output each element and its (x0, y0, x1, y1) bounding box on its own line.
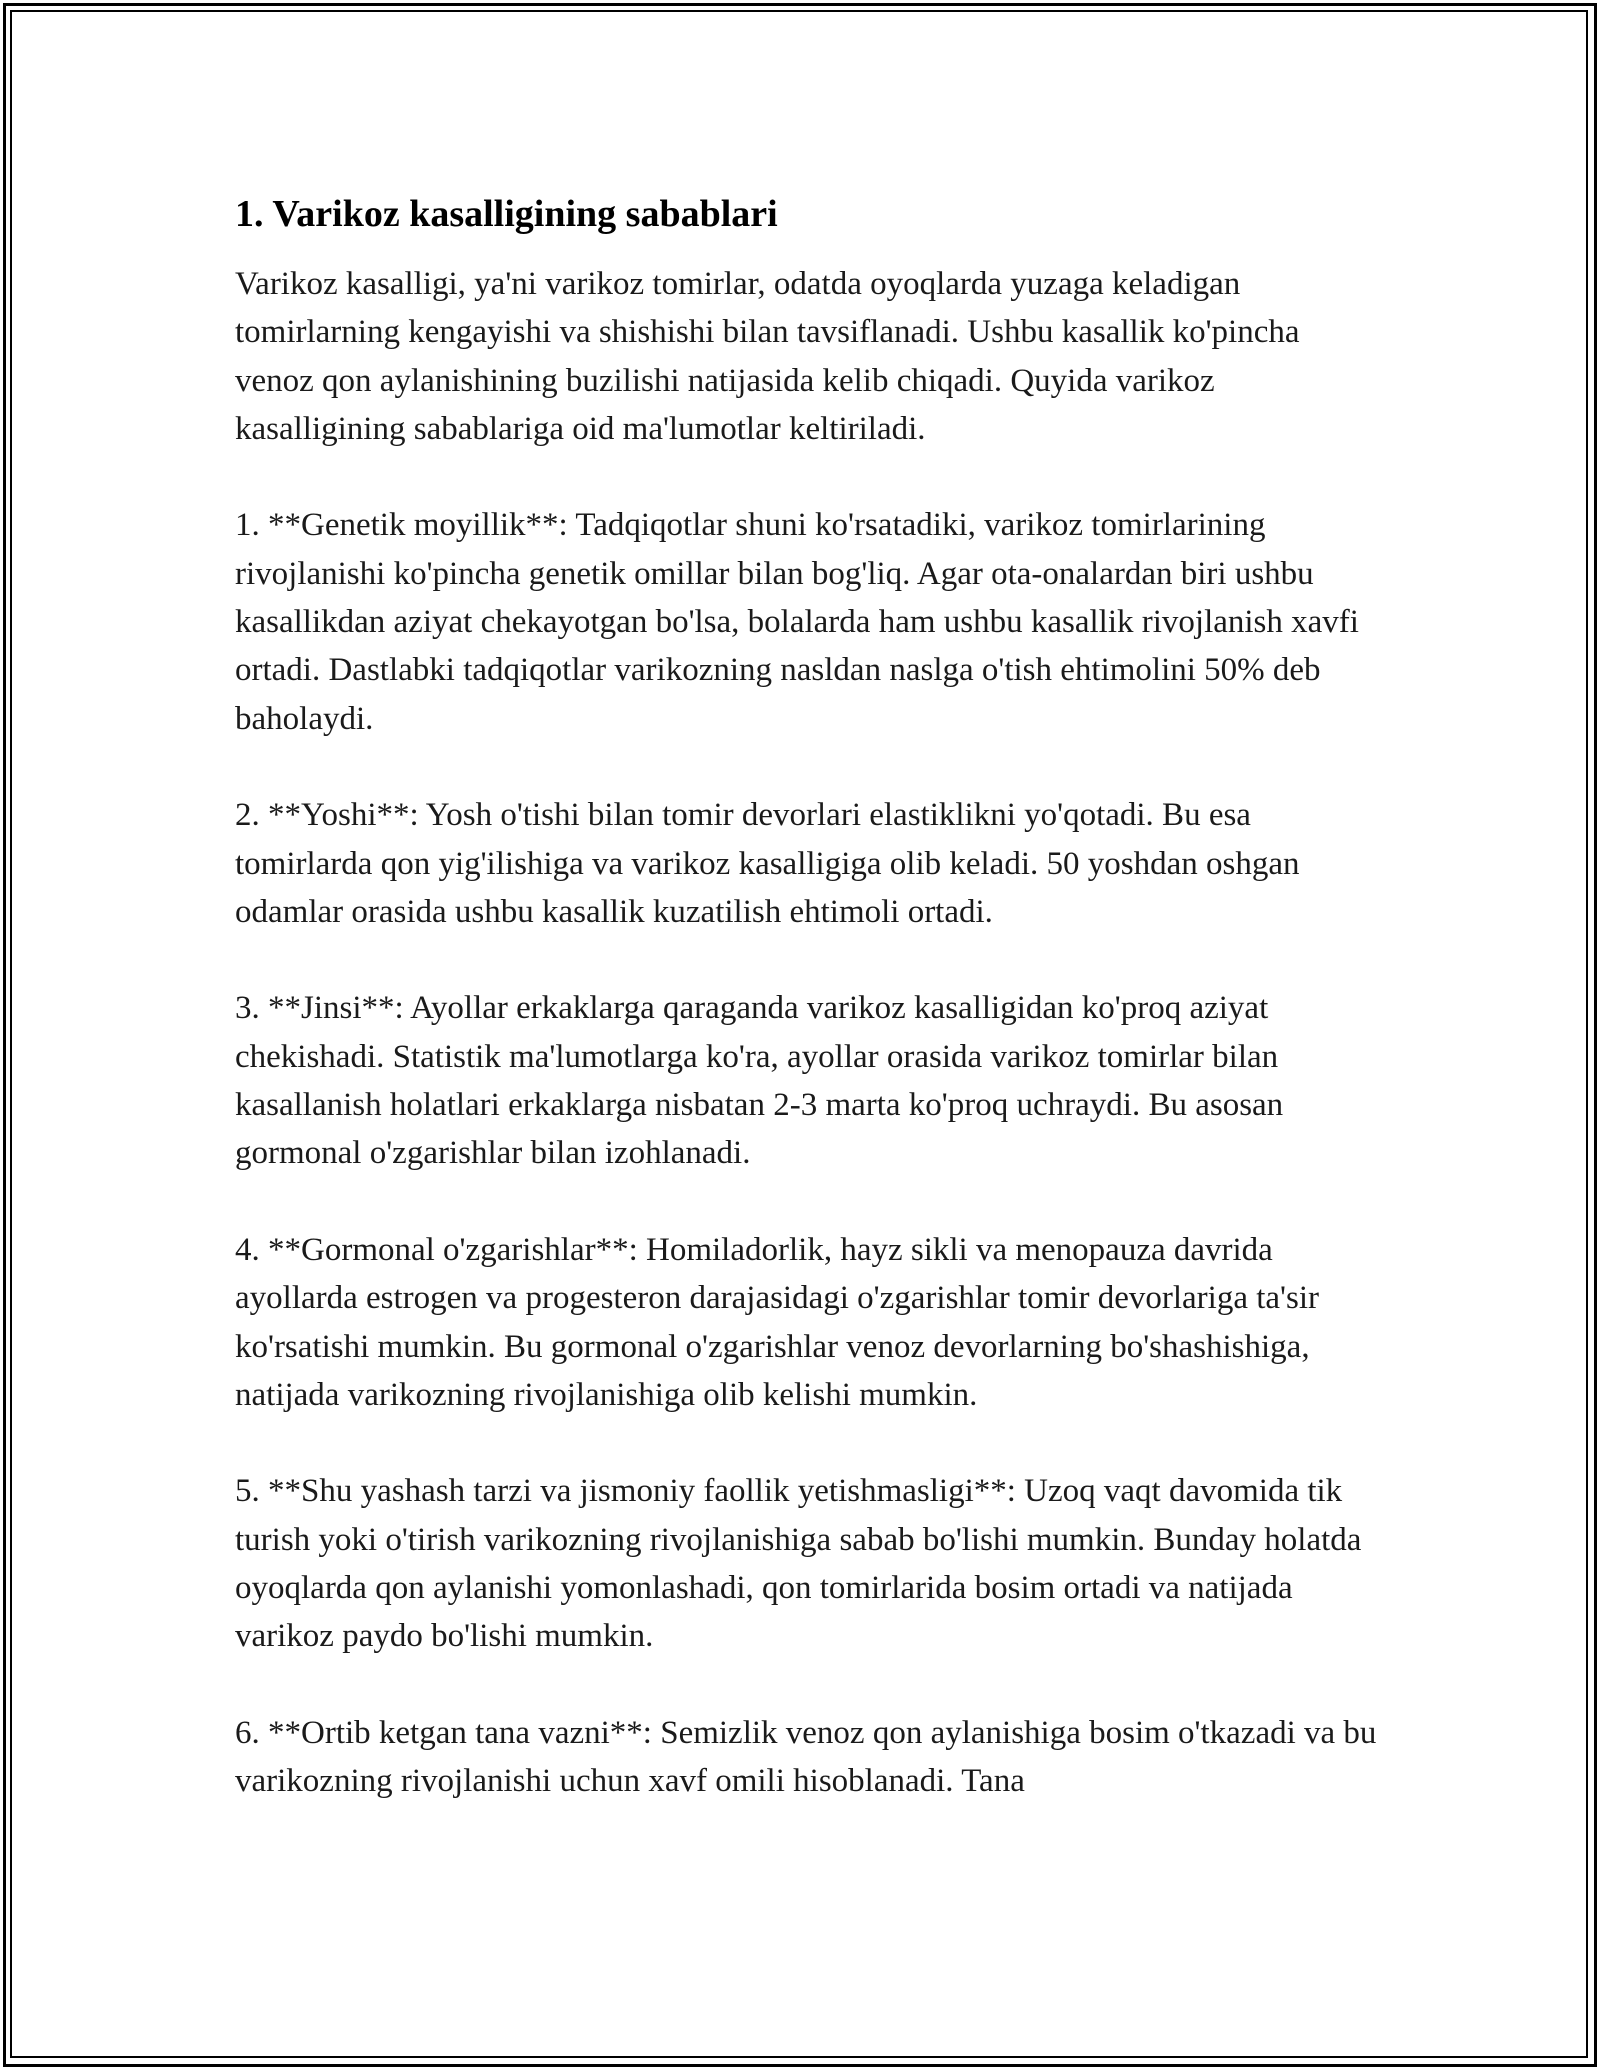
paragraph-genetic: 1. **Genetik moyillik**: Tadqiqotlar shuni ko'rsatadiki, varikoz tomirlarining rivojlanishi ko'pincha genetik omillar bilan bog'liq. Agar ota-onalardan biri ushbu kasallikdan aziyat chekayotgan bo'lsa, bolalarda ham ushbu kasallik rivojlanish xavfi ortadi. Dastlabki tadqiqotlar varikozning nasldan naslga o'tish ehtimolini 50% deb baholaydi. (235, 507, 1359, 737)
paragraph-gender: 3. **Jinsi**: Ayollar erkaklarga qaraganda varikoz kasalligidan ko'proq aziyat chekishadi. Statistik ma'lumotlarga ko'ra, ayollar orasida varikoz tomirlar bilan kasallanish holatlari erkaklarga nisbatan 2-3 marta ko'proq uchraydi. Bu asosan gormonal o'zgarishlar bilan izohlanadi. (235, 990, 1284, 1172)
paragraph-hormonal: 4. **Gormonal o'zgarishlar**: Homiladorlik, hayz sikli va menopauza davrida ayollarda estrogen va progesteron darajasidagi o'zgarishlar tomir devorlariga ta'sir ko'rsatishi mumkin. Bu gormonal o'zgarishlar venoz devorlarning bo'shashishiga, natijada varikozning rivojlanishiga olib kelishi mumkin. (235, 1231, 1319, 1413)
document-body (235, 186, 1385, 1854)
paragraph-lifestyle: 5. **Shu yashash tarzi va jismoniy faollik yetishmasligi**: Uzoq vaqt davomida tik turish yoki o'tirish varikozning rivojlanishiga sabab bo'lishi mumkin. Bunday holatda oyoqlarda qon aylanishi yomonlashadi, qon tomirlarida bosim ortadi va natijada varikoz paydo bo'lishi mumkin. (235, 1473, 1362, 1655)
paragraph-weight: 6. **Ortib ketgan tana vazni**: Semizlik venoz qon aylanishiga bosim o'tkazadi va bu varikozning rivojlanishi uchun xavf omili hisoblanadi. Tana (235, 1714, 1377, 1800)
paragraph-intro: Varikoz kasalligi, ya'ni varikoz tomirlar, odatda oyoqlarda yuzaga keladigan tomirlarning kengayishi va shishishi bilan tavsiflanadi. Ushbu kasallik ko'pincha venoz qon aylanishining buzilishi natijasida kelib chiqadi. Quyida varikoz kasalligining sabablariga oid ma'lumotlar keltiriladi. (235, 266, 1300, 447)
section-heading: 1. Varikoz kasalligining sabablari (235, 193, 778, 235)
paragraph-age: 2. **Yoshi**: Yosh o'tishi bilan tomir devorlari elastiklikni yo'qotadi. Bu esa tomirlarda qon yig'ilishiga va varikoz kasalligiga olib keladi. 50 yoshdan oshgan odamlar orasida ushbu kasallik kuzatilish ehtimoli ortadi. (235, 797, 1300, 930)
